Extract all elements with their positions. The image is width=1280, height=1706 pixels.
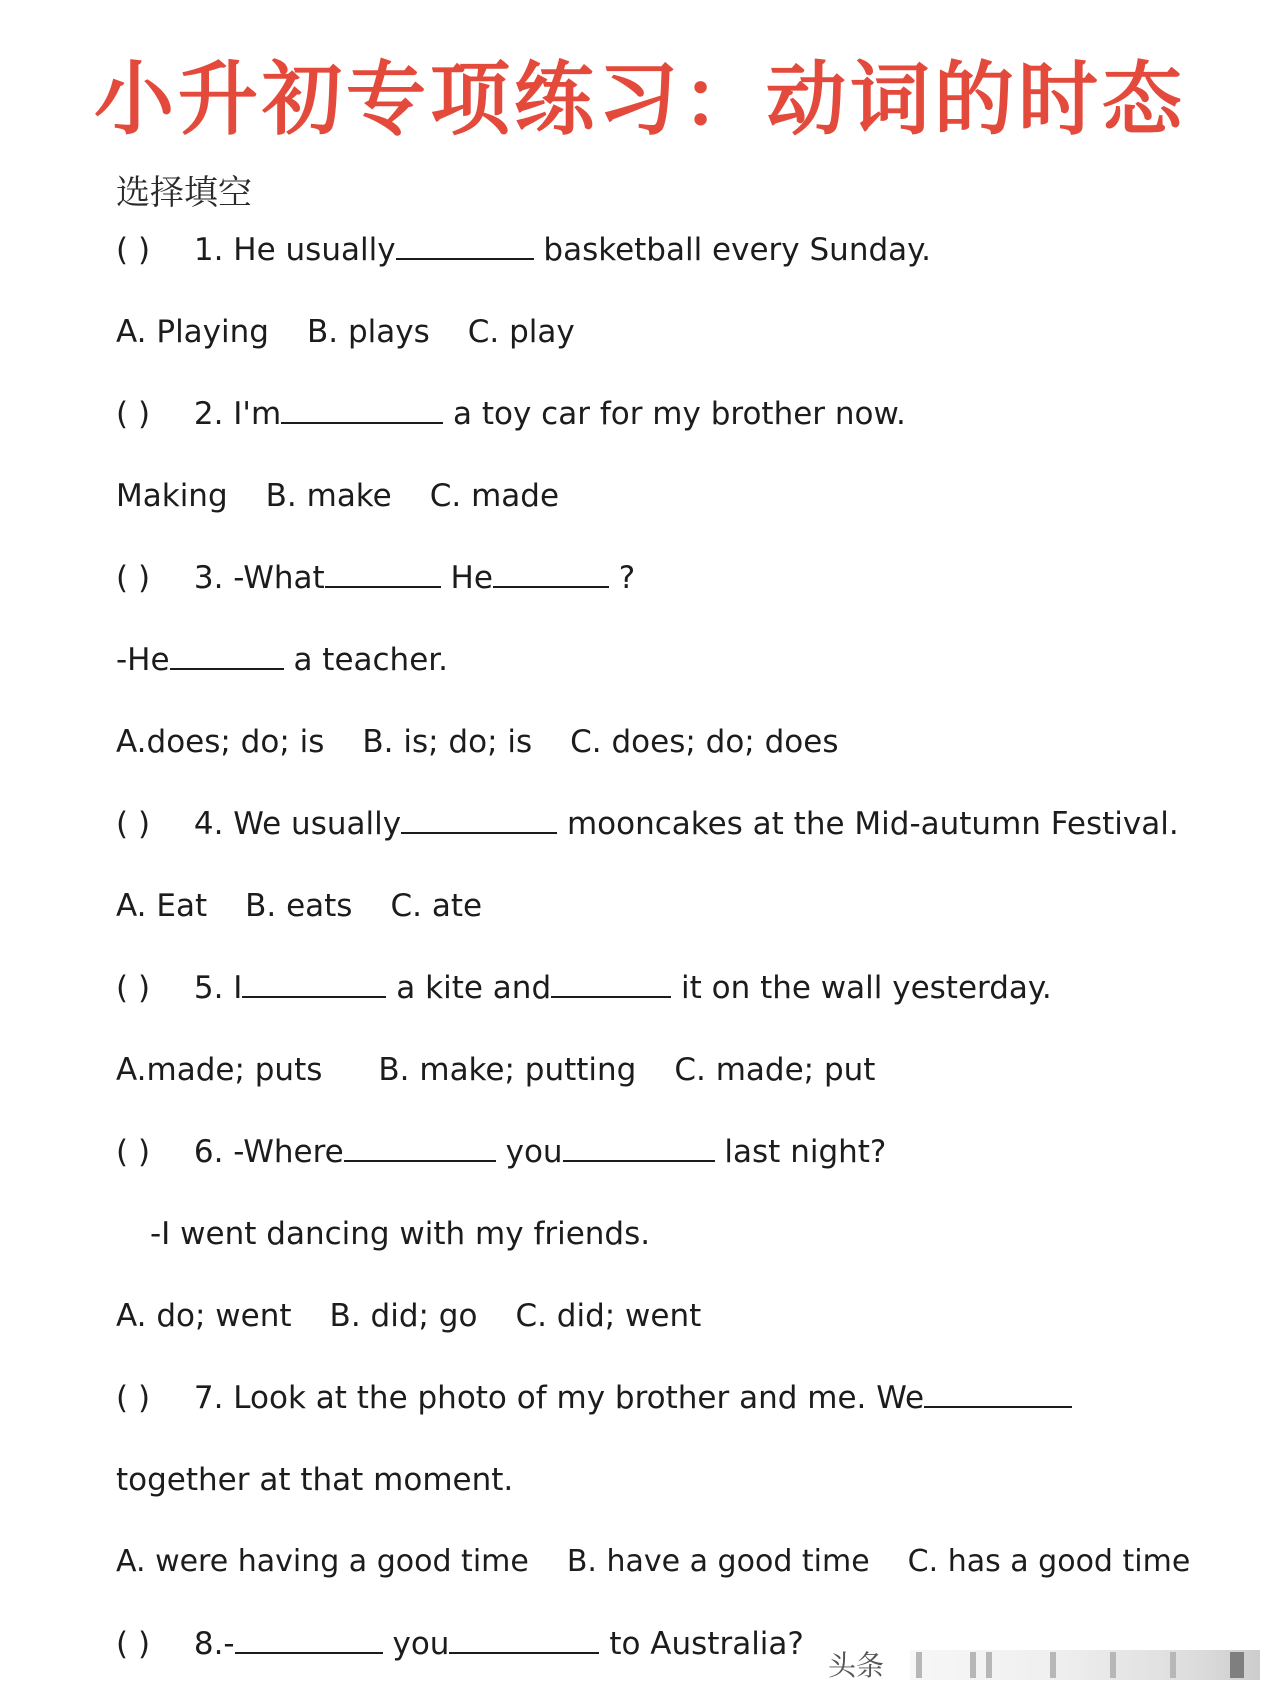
question-7-options [116,1538,1190,1586]
answer-parens: ( ) [116,396,151,432]
option-c: C. play [467,314,575,350]
question-text: together at that moment. [116,1462,514,1498]
answer-parens: ( ) [116,1134,151,1170]
answer-blank [563,1130,715,1162]
watermark-text: 头条 [828,1649,885,1682]
question-3-options [116,718,838,766]
question-text: 8.- [193,1626,235,1662]
option-b: B. make [265,478,392,514]
option-a: Making [116,478,228,514]
question-text: 5. I [193,970,243,1006]
question-5-stem [116,964,1052,1012]
option-b: B. have a good time [566,1544,870,1579]
watermark-bars [910,1650,1260,1680]
question-text: a teacher. [293,642,449,678]
option-b: B. did; go [329,1298,478,1334]
option-c: C. made [429,478,560,514]
question-4-options [116,882,482,930]
question-text: it on the wall yesterday. [680,970,1052,1006]
answer-blank [235,1622,383,1654]
option-a: A. Eat [116,888,208,924]
option-a: A. were having a good time [116,1544,529,1579]
answer-parens: ( ) [116,232,151,268]
option-b: B. is; do; is [362,724,533,760]
question-text: He [450,560,493,596]
answer-parens: ( ) [116,970,151,1006]
question-text: 7. Look at the photo of my brother and me. We [193,1380,925,1416]
answer-blank [551,966,671,998]
question-text: 1. He usually [193,232,396,268]
answer-blank [396,228,534,260]
answer-blank [242,966,386,998]
question-text: 2. I'm [193,396,282,432]
question-text: 6. -Where [193,1134,344,1170]
question-3-stem [116,554,635,602]
answer-blank [401,802,557,834]
question-text: 4. We usually [193,806,402,842]
question-6-options [116,1292,701,1340]
option-a: A.made; puts [116,1052,323,1088]
question-text: you [392,1626,450,1662]
question-7-stem [116,1374,1072,1422]
option-b: B. make; putting [378,1052,637,1088]
answer-parens: ( ) [116,1626,151,1662]
question-text: ? [618,560,636,596]
answer-parens: ( ) [116,1380,151,1416]
question-1-options [116,308,575,356]
question-text: -I went dancing with my friends. [150,1216,651,1252]
answer-blank [924,1376,1072,1408]
question-6-line2 [150,1210,650,1258]
option-b: B. eats [245,888,353,924]
question-7-line2 [116,1456,513,1504]
question-2-stem [116,390,906,438]
question-text: to Australia? [609,1626,804,1662]
answer-blank [325,556,441,588]
option-b: B. plays [306,314,430,350]
question-text: mooncakes at the Mid-autumn Festival. [566,806,1179,842]
answer-blank [449,1622,599,1654]
option-a: A.does; do; is [116,724,325,760]
option-c: C. does; do; does [570,724,839,760]
option-c: C. made; put [674,1052,876,1088]
question-text: 3. -What [193,560,325,596]
question-4-stem [116,800,1179,848]
question-text: last night? [724,1134,887,1170]
option-c: C. has a good time [907,1544,1191,1579]
answer-blank [344,1130,496,1162]
section-heading: 选择填空 [116,173,252,213]
option-a: A. do; went [116,1298,292,1334]
question-1-stem [116,226,931,274]
question-2-options [116,472,559,520]
option-c: C. did; went [515,1298,702,1334]
option-c: C. ate [390,888,483,924]
answer-blank [493,556,609,588]
question-6-stem [116,1128,886,1176]
question-text: -He [116,642,170,678]
answer-parens: ( ) [116,560,151,596]
question-5-options [116,1046,875,1094]
page-title: 小升初专项练习：动词的时态 [94,52,1186,146]
answer-blank [170,638,284,670]
answer-blank [281,392,443,424]
option-a: A. Playing [116,314,269,350]
question-text: a toy car for my brother now. [453,396,906,432]
question-text: basketball every Sunday. [543,232,931,268]
question-text: a kite and [396,970,552,1006]
answer-parens: ( ) [116,806,151,842]
question-8-stem [116,1620,804,1668]
question-3-line2 [116,636,448,684]
question-text: you [505,1134,563,1170]
